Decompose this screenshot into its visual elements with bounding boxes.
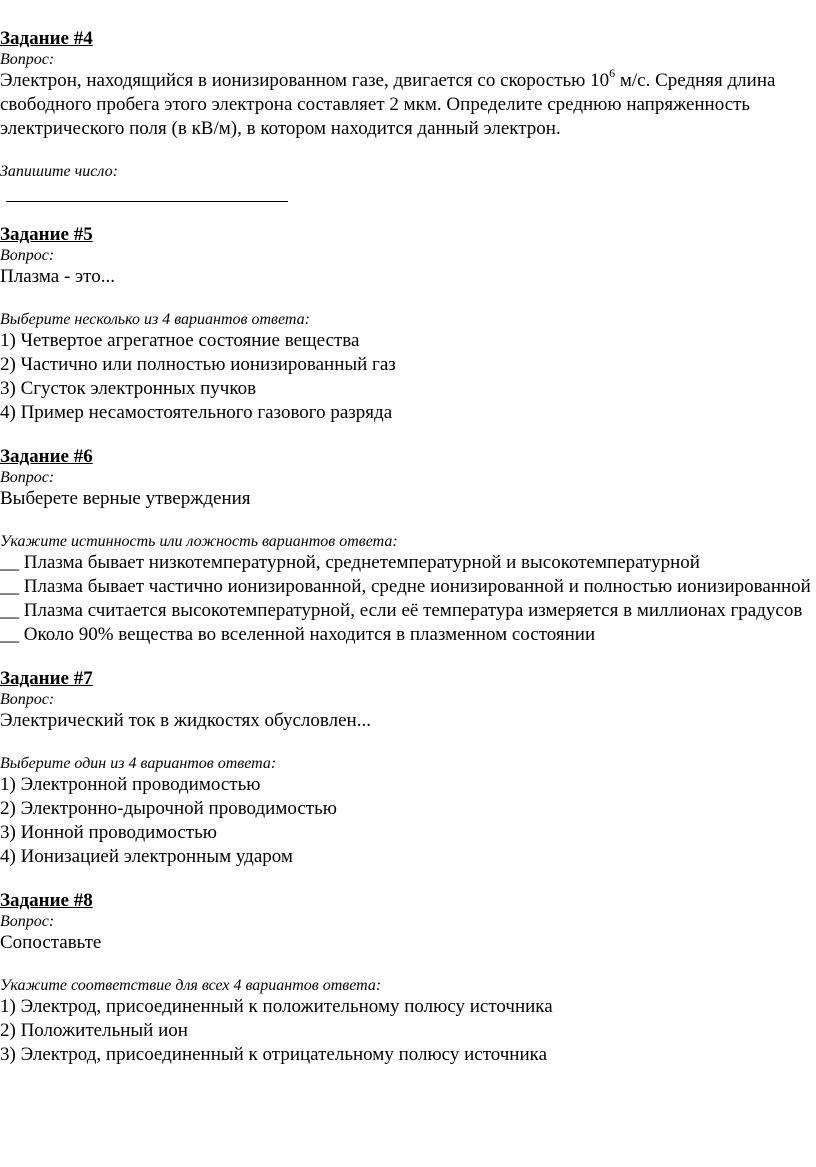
question-text	[0, 65, 814, 141]
task-title: Задание #5	[0, 224, 93, 245]
answer-option[interactable]: 1) Четвертое агрегатное состояние вещества	[0, 330, 360, 351]
answer-option[interactable]: 1) Электронной проводимостью	[0, 774, 261, 795]
question-text: Сопоставьте	[0, 932, 102, 953]
question-text-end: м/с. Средняя длина свободного пробега этого электрона составляет 2 мкм. Определите среднюю напряженность электрического поля (в кВ/м), в котором находится данный электрон.	[0, 70, 776, 139]
instruction: Укажите истинность или ложность вариантов ответа:	[0, 533, 398, 550]
match-item[interactable]: 1) Электрод, присоединенный к положительному полюсу источника	[0, 996, 553, 1017]
question-label: Вопрос:	[0, 469, 55, 486]
question-text: Электрический ток в жидкостях обусловлен...	[0, 710, 371, 731]
instruction: Выберите несколько из 4 вариантов ответа:	[0, 311, 310, 328]
question-label: Вопрос:	[0, 691, 55, 708]
task-7	[0, 668, 814, 890]
answer-option[interactable]: 2) Электронно-дырочной проводимостью	[0, 798, 337, 819]
task-8	[0, 890, 814, 1067]
instruction: Выберите один из 4 вариантов ответа:	[0, 755, 277, 772]
statement-option[interactable]: __ Около 90% вещества во вселенной находится в плазменном состоянии	[0, 624, 596, 645]
answer-option[interactable]: 2) Частично или полностью ионизированный газ	[0, 354, 396, 375]
task-5	[0, 224, 814, 446]
document-page	[0, 28, 814, 1067]
task-4	[0, 28, 814, 224]
task-6	[0, 446, 814, 668]
instruction: Запишите число:	[0, 163, 118, 180]
task-title: Задание #6	[0, 446, 93, 467]
answer-option[interactable]: 3) Сгусток электронных пучков	[0, 378, 257, 399]
match-item[interactable]: 3) Электрод, присоединенный к отрицательному полюсу источника	[0, 1044, 548, 1065]
answer-input-line[interactable]	[6, 189, 288, 202]
answer-option[interactable]: 3) Ионной проводимостью	[0, 822, 217, 843]
answer-option[interactable]: 4) Ионизацией электронным ударом	[0, 846, 293, 867]
match-item[interactable]: 2) Положительный ион	[0, 1020, 188, 1041]
statement-option[interactable]: __ Плазма считается высокотемпературной, если её температура измеряется в миллионах градусов	[0, 600, 803, 621]
task-title: Задание #4	[0, 28, 93, 49]
statement-option[interactable]: __ Плазма бывает низкотемпературной, среднетемпературной и высокотемпературной	[0, 552, 700, 573]
task-title: Задание #7	[0, 668, 93, 689]
statement-option[interactable]: __ Плазма бывает частично ионизированной, средне ионизированной и полностью ионизированной	[0, 576, 811, 597]
question-label: Вопрос:	[0, 247, 55, 264]
question-label: Вопрос:	[0, 913, 55, 930]
question-text: Плазма - это...	[0, 266, 115, 287]
task-title: Задание #8	[0, 890, 93, 911]
answer-option[interactable]: 4) Пример несамостоятельного газового разряда	[0, 402, 393, 423]
question-label: Вопрос:	[0, 51, 55, 68]
question-text-start: Электрон, находящийся в ионизированном газе, двигается со скоростью 10	[0, 70, 610, 91]
exponent: 6	[609, 65, 616, 80]
instruction: Укажите соответствие для всех 4 вариантов ответа:	[0, 977, 382, 994]
question-text: Выберете верные утверждения	[0, 488, 251, 509]
